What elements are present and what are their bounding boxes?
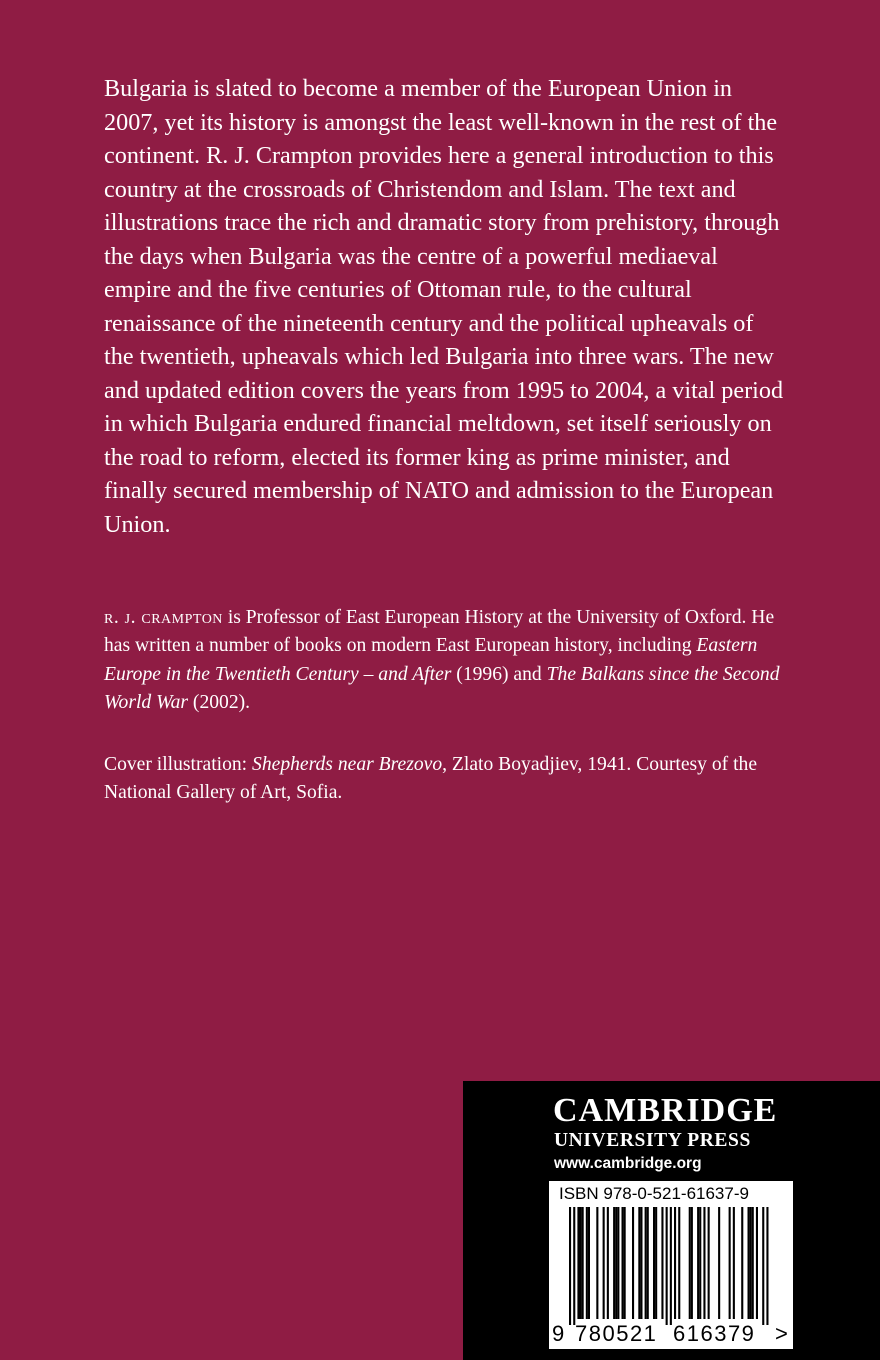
barcode-bar — [670, 1207, 672, 1325]
publisher-name: CAMBRIDGE — [553, 1092, 778, 1129]
barcode-bar — [624, 1207, 626, 1319]
barcode-bar — [666, 1207, 668, 1325]
barcode-bar — [691, 1207, 693, 1319]
artwork-title: Shepherds near Brezovo — [252, 754, 443, 775]
bio-text-1: is Professor of East European History at the University of Oxford. He has written a number of books on modern East European history, including — [104, 607, 775, 657]
bio-text-3: (2002). — [188, 691, 251, 713]
barcode-bar — [748, 1207, 750, 1319]
barcode-bar — [596, 1207, 598, 1319]
barcode-bar — [655, 1207, 657, 1319]
barcode-bar — [733, 1207, 735, 1319]
publisher-press: UNIVERSITY PRESS — [554, 1130, 751, 1151]
barcode-bar — [661, 1207, 663, 1319]
barcode-bar — [678, 1207, 680, 1319]
barcode-bar — [613, 1207, 615, 1319]
barcode-bar — [615, 1207, 617, 1319]
barcode-bars — [549, 1207, 793, 1325]
barcode-bar — [756, 1207, 758, 1319]
barcode-bar — [645, 1207, 647, 1319]
barcode-bar — [766, 1207, 768, 1325]
credit-prefix: Cover illustration: — [104, 754, 253, 775]
barcode-bar — [582, 1207, 584, 1319]
barcode-bar — [708, 1207, 710, 1319]
barcode-bar — [569, 1207, 571, 1325]
barcode-bar — [653, 1207, 655, 1319]
barcode-bar — [752, 1207, 754, 1319]
publisher-url: www.cambridge.org — [554, 1155, 702, 1172]
barcode-bar — [729, 1207, 731, 1319]
barcode-bar — [617, 1207, 619, 1319]
publisher-panel — [463, 1081, 880, 1360]
barcode-bar — [586, 1207, 588, 1319]
barcode-bar — [718, 1207, 720, 1319]
barcode-bar — [603, 1207, 605, 1319]
barcode-bar — [703, 1207, 705, 1319]
barcode-bar — [689, 1207, 691, 1319]
barcode-lead-digit: 9 — [552, 1321, 565, 1346]
author-bio — [104, 604, 794, 717]
barcode-marker: > — [775, 1321, 788, 1346]
barcode-bar — [762, 1207, 764, 1325]
barcode-bar — [622, 1207, 624, 1319]
barcode-left-digits: 780521 — [575, 1321, 658, 1346]
barcode-bar — [699, 1207, 701, 1319]
barcode-bar — [741, 1207, 743, 1319]
book-title-2: The Balkans since the Second World War — [104, 663, 780, 713]
barcode-right-digits: 616379 — [673, 1321, 756, 1346]
barcode-bar — [577, 1207, 579, 1319]
barcode-bar — [588, 1207, 590, 1319]
barcode-bar — [638, 1207, 640, 1319]
barcode-bar — [607, 1207, 609, 1319]
barcode-bar — [697, 1207, 699, 1319]
barcode-bar — [647, 1207, 649, 1319]
author-name: r. j. crampton — [104, 607, 223, 628]
isbn-barcode — [549, 1181, 793, 1349]
back-cover-blurb: Bulgaria is slated to become a member of the European Union in 2007, yet its history is amongst the least well-known in the rest of the continent. R. J. Crampton provides here a general introduction to this country at the crossroads of Christendom and Islam. The text and illustrations trace the rich and dramatic story from prehistory, through the days when Bulgaria was the centre of a powerful mediaeval empire and the five centuries of Ottoman rule, to the cultural renaissance of the nineteenth century and the political upheavals of the twentieth, upheavals which led Bulgaria into three wars. The new and updated edition covers the years from 1995 to 2004, a vital period in which Bulgaria endured financial meltdown, set itself seriously on the road to reform, elected its former king as prime minister, and finally secured membership of NATO and admission to the European Union. — [104, 75, 784, 538]
barcode-bar — [632, 1207, 634, 1319]
bio-text-2: (1996) and — [451, 663, 547, 685]
credit-suffix: , Zlato Boyadjiev, 1941. Courtesy of the National Gallery of Art, Sofia. — [104, 754, 758, 804]
cover-credit — [104, 751, 794, 808]
barcode-bar — [640, 1207, 642, 1319]
barcode-bar — [750, 1207, 752, 1319]
barcode-bar — [573, 1207, 575, 1325]
isbn-label: ISBN 978-0-521-61637-9 — [559, 1184, 749, 1203]
barcode-bar — [580, 1207, 582, 1319]
barcode-bar — [674, 1207, 676, 1319]
book-title-1: Eastern Europe in the Twentieth Century – and After — [104, 635, 758, 685]
